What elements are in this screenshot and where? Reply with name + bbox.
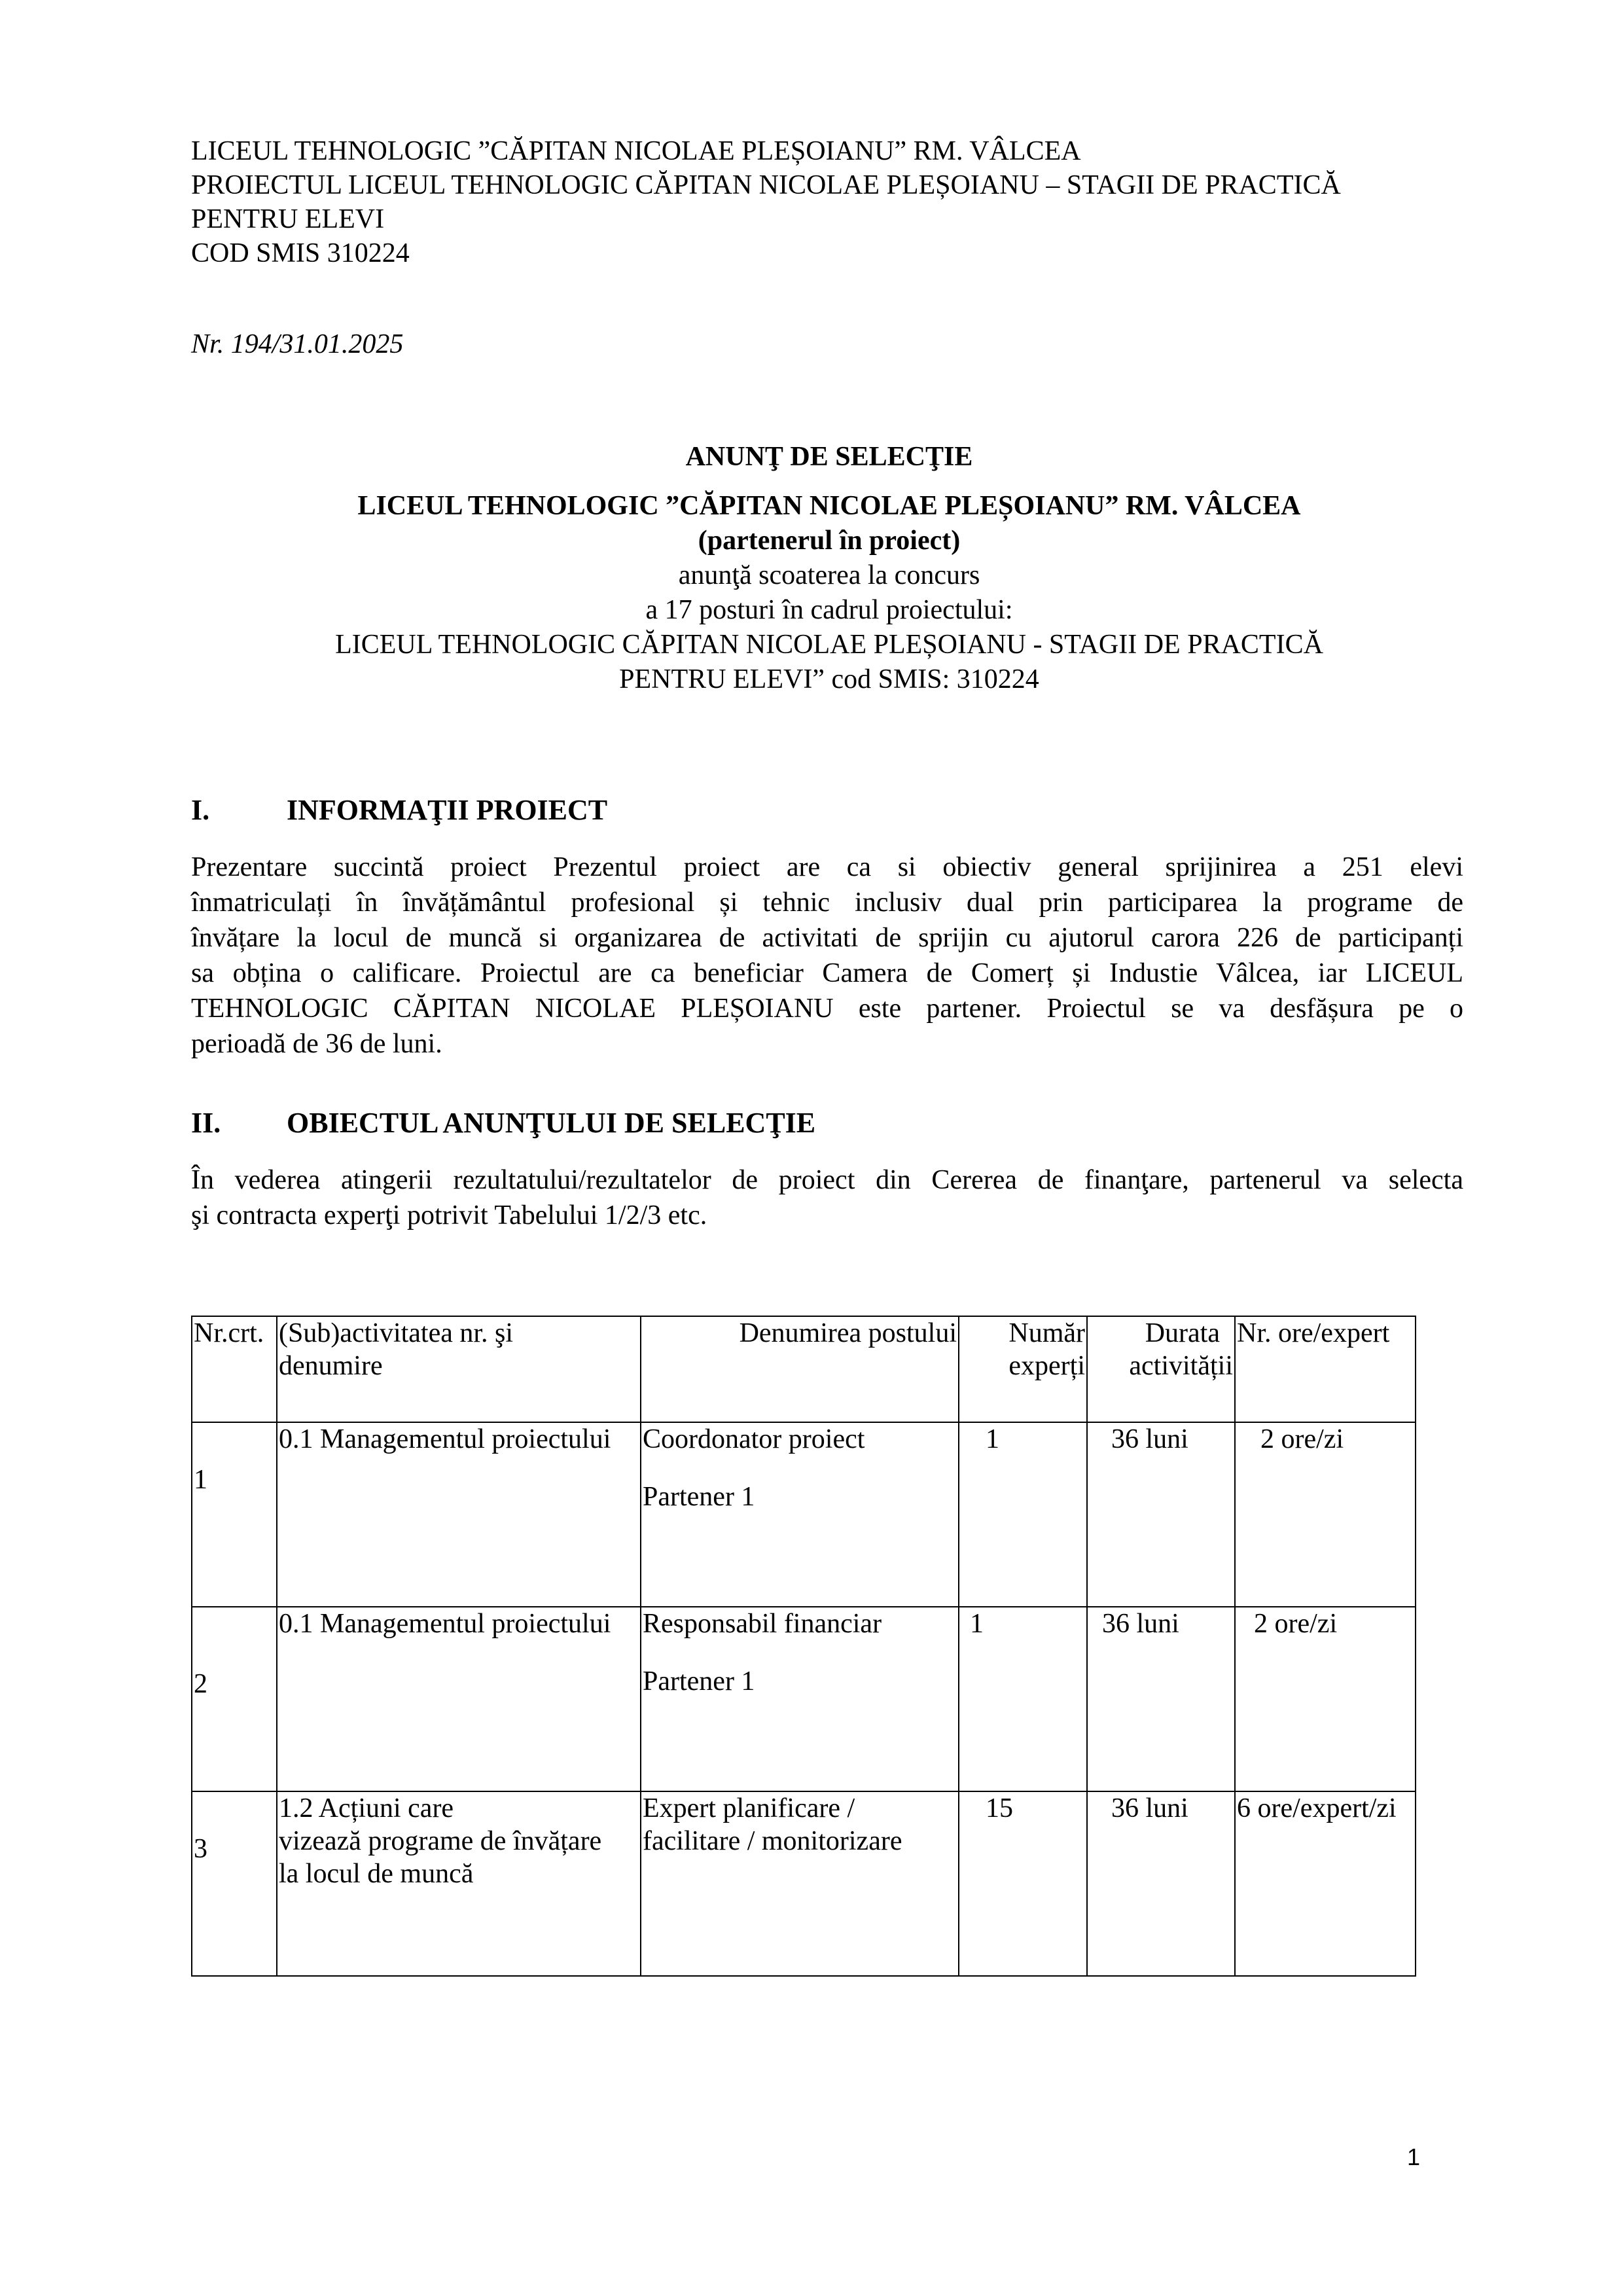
cell-activity: 1.2 Acțiuni care vizează programe de învățare la locul de muncă bbox=[277, 1791, 641, 1976]
cell-hours: 2 ore/zi bbox=[1235, 1607, 1416, 1791]
header-line-smis: COD SMIS 310224 bbox=[191, 238, 410, 268]
section-2-paragraph bbox=[191, 1162, 1463, 1233]
section-title: INFORMAŢII PROIECT bbox=[287, 794, 608, 826]
cell-activity: 0.1 Managementul proiectului bbox=[277, 1607, 641, 1791]
announcement-line-3: LICEUL TEHNOLOGIC CĂPITAN NICOLAE PLEȘOIANU - STAGII DE PRACTICĂ bbox=[335, 630, 1323, 660]
section-number: II. bbox=[191, 1107, 221, 1139]
cell-post: Responsabil financiar Partener 1 bbox=[641, 1607, 959, 1791]
table-row bbox=[192, 1791, 1416, 1976]
cell-duration: 36 luni bbox=[1087, 1607, 1235, 1791]
paragraph-line: sa obțina o calificare. Proiectul are ca beneficiar Camera de Comerț și Industie Vâlcea, iar LICEUL bbox=[191, 958, 1463, 988]
section-heading-1 bbox=[191, 793, 607, 827]
paragraph-line: TEHNOLOGIC CĂPITAN NICOLAE PLEȘOIANU este partener. Proiectul se va desfășura pe o bbox=[191, 994, 1463, 1024]
registration-number: Nr. 194/31.01.2025 bbox=[191, 329, 404, 359]
cell-nr: 1 bbox=[192, 1422, 277, 1607]
announcement-line-1: anunţă scoaterea la concurs bbox=[678, 560, 980, 590]
cell-duration: 36 luni bbox=[1087, 1422, 1235, 1607]
announcement-line-4: PENTRU ELEVI” cod SMIS: 310224 bbox=[619, 664, 1039, 694]
header-line-project-cont: PENTRU ELEVI bbox=[191, 204, 385, 234]
section-1-paragraph bbox=[191, 850, 1463, 1062]
header-cell-experts: Număr experți bbox=[959, 1316, 1087, 1422]
announcement-line-2: a 17 posturi în cadrul proiectului: bbox=[645, 595, 1013, 625]
header-cell-post: Denumirea postului bbox=[641, 1316, 959, 1422]
paragraph-line: şi contracta experţi potrivit Tabelului 1/2/3 etc. bbox=[191, 1200, 707, 1230]
paragraph-line: În vederea atingerii rezultatului/rezultatelor de proiect din Cererea de finanţare, partenerul va selecta bbox=[191, 1165, 1463, 1195]
announcement-role: (partenerul în proiect) bbox=[698, 526, 961, 556]
cell-activity: 0.1 Managementul proiectului bbox=[277, 1422, 641, 1607]
paragraph-line: învățare la locul de muncă si organizarea de activitati de sprijin cu ajutorul carora 226 de participanți bbox=[191, 923, 1463, 953]
section-number: I. bbox=[191, 794, 210, 826]
announcement-institution: LICEUL TEHNOLOGIC ”CĂPITAN NICOLAE PLEȘOIANU” RM. VÂLCEA bbox=[357, 491, 1301, 521]
cell-post: Coordonator proiect Partener 1 bbox=[641, 1422, 959, 1607]
page-number: 1 bbox=[1407, 2144, 1421, 2170]
table-row bbox=[192, 1607, 1416, 1791]
cell-nr: 3 bbox=[192, 1791, 277, 1976]
cell-experts: 1 bbox=[959, 1607, 1087, 1791]
header-line-school: LICEUL TEHNOLOGIC ”CĂPITAN NICOLAE PLEȘOIANU” RM. VÂLCEA bbox=[191, 136, 1081, 166]
paragraph-line: perioadă de 36 de luni. bbox=[191, 1029, 442, 1059]
header-cell-activity: (Sub)activitatea nr. şi denumire bbox=[277, 1316, 641, 1422]
cell-post: Expert planificare / facilitare / monitorizare bbox=[641, 1791, 959, 1976]
announcement-title: ANUNŢ DE SELECŢIE bbox=[685, 442, 973, 472]
cell-experts: 1 bbox=[959, 1422, 1087, 1607]
header-cell-nr: Nr.crt. bbox=[192, 1316, 277, 1422]
positions-table bbox=[191, 1316, 1416, 1977]
paragraph-line: Prezentare succintă proiect Prezentul proiect are ca si obiectiv general sprijinirea a 251 elevi bbox=[191, 852, 1463, 882]
section-heading-2 bbox=[191, 1106, 815, 1139]
document-header bbox=[191, 134, 1467, 270]
section-title: OBIECTUL ANUNŢULUI DE SELECŢIE bbox=[287, 1107, 816, 1139]
header-cell-hours: Nr. ore/expert bbox=[1235, 1316, 1416, 1422]
header-cell-duration: Durata activității bbox=[1087, 1316, 1235, 1422]
cell-nr: 2 bbox=[192, 1607, 277, 1791]
header-line-project: PROIECTUL LICEUL TEHNOLOGIC CĂPITAN NICOLAE PLEȘOIANU – STAGII DE PRACTICĂ bbox=[191, 170, 1341, 200]
cell-duration: 36 luni bbox=[1087, 1791, 1235, 1976]
announcement-title-block bbox=[191, 440, 1467, 697]
table-header-row bbox=[192, 1316, 1416, 1422]
cell-hours: 2 ore/zi bbox=[1235, 1422, 1416, 1607]
table-row bbox=[192, 1422, 1416, 1607]
cell-experts: 15 bbox=[959, 1791, 1087, 1976]
paragraph-line: înmatriculați în învățământul profesional și tehnic inclusiv dual prin participarea la programe de bbox=[191, 888, 1463, 918]
cell-hours: 6 ore/expert/zi bbox=[1235, 1791, 1416, 1976]
